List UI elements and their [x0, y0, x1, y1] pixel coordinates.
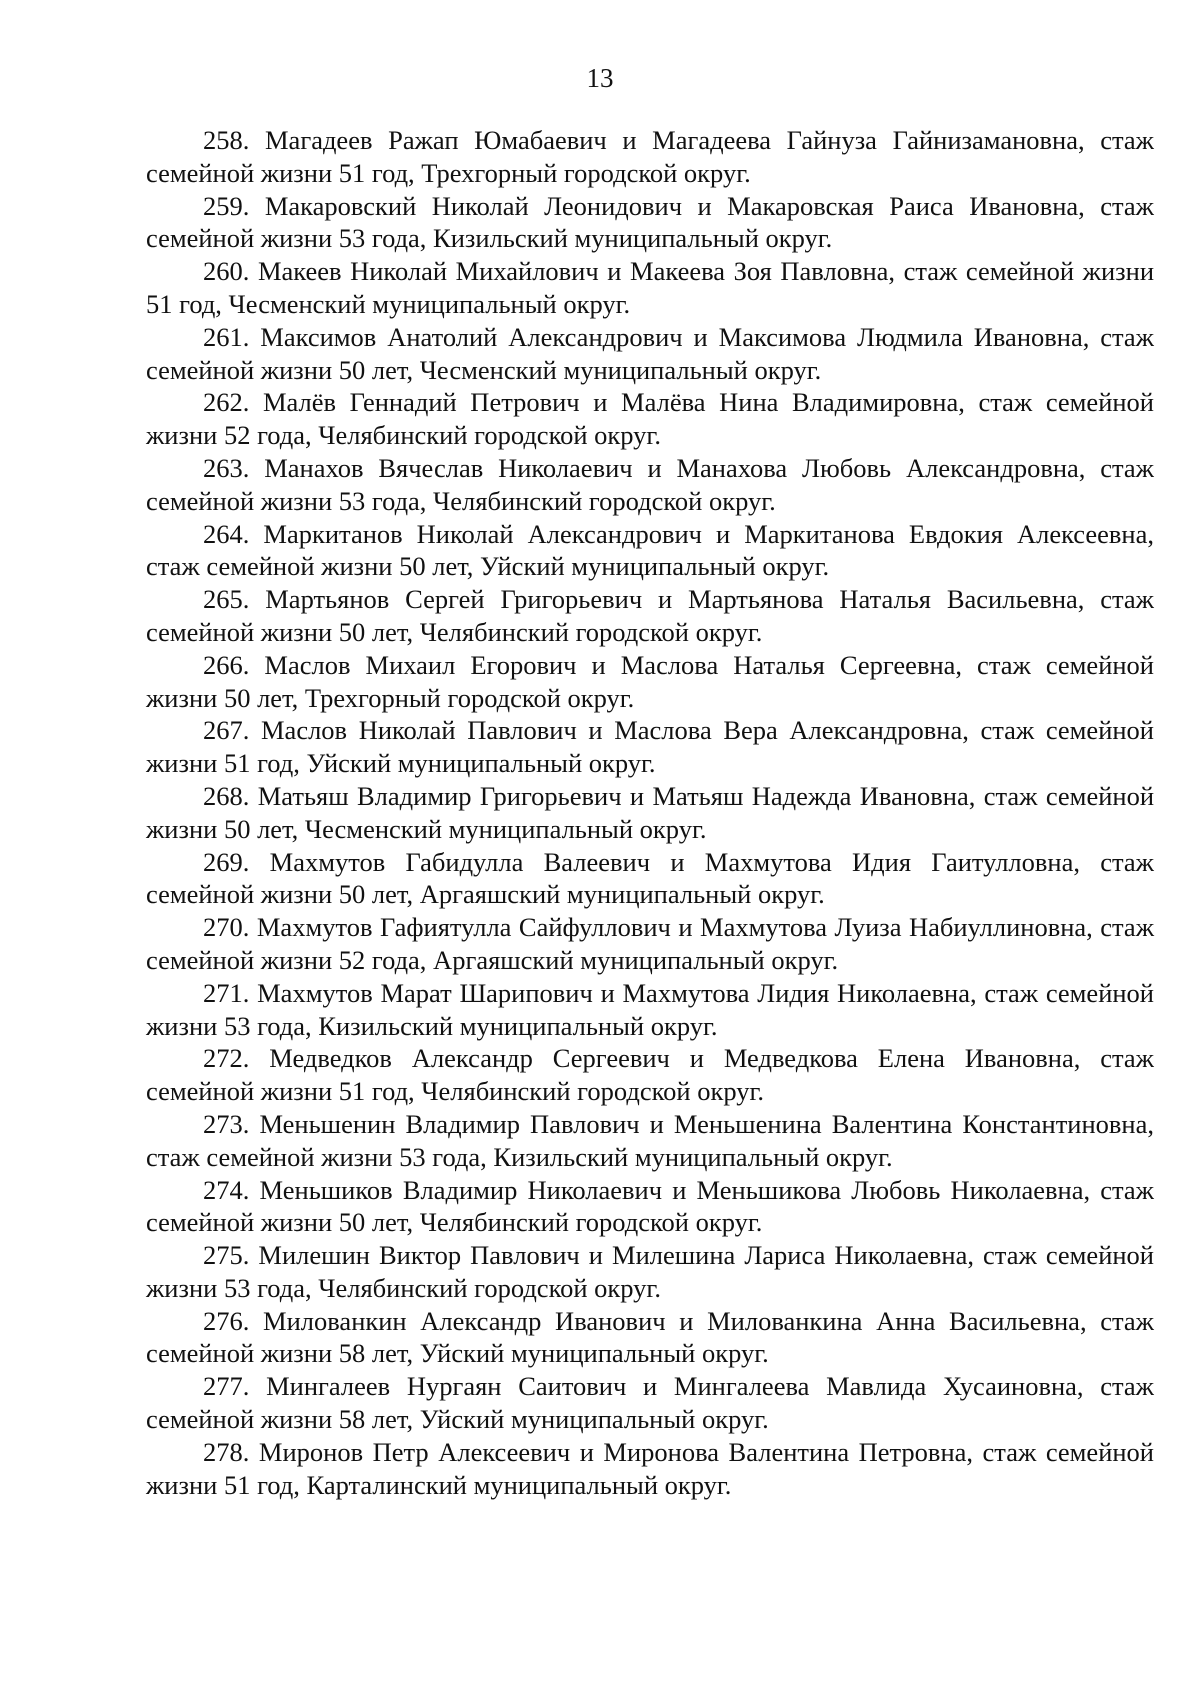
list-item: 263. Манахов Вячеслав Николаевич и Манахова Любовь Александровна, стаж семейной жизни 53 года, Челябинский городской округ. — [146, 452, 1154, 516]
list-item: 262. Малёв Геннадий Петрович и Малёва Нина Владимировна, стаж семейной жизни 52 года, Челябинский городской округ. — [146, 387, 1154, 451]
list-item: 268. Матьяш Владимир Григорьевич и Матьяш Надежда Ивановна, стаж семейной жизни 50 лет, Чесменский муниципальный округ. — [146, 780, 1154, 844]
list-item: 276. Милованкин Александр Иванович и Милованкина Анна Васильевна, стаж семейной жизни 58 лет, Уйский муниципальный округ. — [146, 1305, 1154, 1369]
list-item: 273. Меньшенин Владимир Павлович и Меньшенина Валентина Константиновна, стаж семейной жизни 53 года, Кизильский муниципальный округ. — [146, 1108, 1154, 1172]
list-item: 260. Макеев Николай Михайлович и Макеева Зоя Павловна, стаж семейной жизни 51 год, Чесменский муниципальный округ. — [146, 256, 1154, 319]
page-number: 13 — [586, 63, 614, 93]
list-item: 264. Маркитанов Николай Александрович и Маркитанова Евдокия Алексеевна, стаж семейной жизни 50 лет, Уйский муниципальный округ. — [146, 518, 1154, 582]
list-item: 269. Махмутов Габидулла Валеевич и Махмутова Идия Гаитулловна, стаж семейной жизни 50 лет, Аргаяшский муниципальный округ. — [146, 846, 1154, 910]
list-item: 277. Мингалеев Нургаян Саитович и Мингалеева Мавлида Хусаиновна, стаж семейной жизни 58 лет, Уйский муниципальный округ. — [146, 1371, 1154, 1435]
list-item: 271. Махмутов Марат Шарипович и Махмутова Лидия Николаевна, стаж семейной жизни 53 года, Кизильский муниципальный округ. — [146, 977, 1154, 1041]
list-item: 272. Медведков Александр Сергеевич и Медведкова Елена Ивановна, стаж семейной жизни 51 год, Челябинский городской округ. — [146, 1043, 1154, 1107]
document-body — [146, 124, 1154, 1501]
list-item: 278. Миронов Петр Алексеевич и Миронова Валентина Петровна, стаж семейной жизни 51 год, Карталинский муниципальный округ. — [146, 1436, 1154, 1500]
list-item: 261. Максимов Анатолий Александрович и Максимова Людмила Ивановна, стаж семейной жизни 50 лет, Чесменский муниципальный округ. — [146, 321, 1154, 385]
list-item: 267. Маслов Николай Павлович и Маслова Вера Александровна, стаж семейной жизни 51 год, Уйский муниципальный округ. — [146, 715, 1154, 779]
list-item: 266. Маслов Михаил Егорович и Маслова Наталья Сергеевна, стаж семейной жизни 50 лет, Трехгорный городской округ. — [146, 649, 1154, 713]
list-item: 270. Махмутов Гафиятулла Сайфуллович и Махмутова Луиза Набиуллиновна, стаж семейной жизни 52 года, Аргаяшский муниципальный округ. — [146, 912, 1154, 975]
list-item: 258. Магадеев Ражап Юмабаевич и Магадеева Гайнуза Гайнизамановна, стаж семейной жизни 51 год, Трехгорный городской округ. — [146, 125, 1154, 188]
list-item: 265. Мартьянов Сергей Григорьевич и Мартьянова Наталья Васильевна, стаж семейной жизни 50 лет, Челябинский городской округ. — [146, 584, 1154, 647]
list-item: 275. Милешин Виктор Павлович и Милешина Лариса Николаевна, стаж семейной жизни 53 года, Челябинский городской округ. — [146, 1240, 1154, 1303]
list-item: 274. Меньшиков Владимир Николаевич и Меньшикова Любовь Николаевна, стаж семейной жизни 50 лет, Челябинский городской округ. — [146, 1174, 1154, 1238]
list-item: 259. Макаровский Николай Леонидович и Макаровская Раиса Ивановна, стаж семейной жизни 53 года, Кизильский муниципальный округ. — [146, 190, 1154, 254]
